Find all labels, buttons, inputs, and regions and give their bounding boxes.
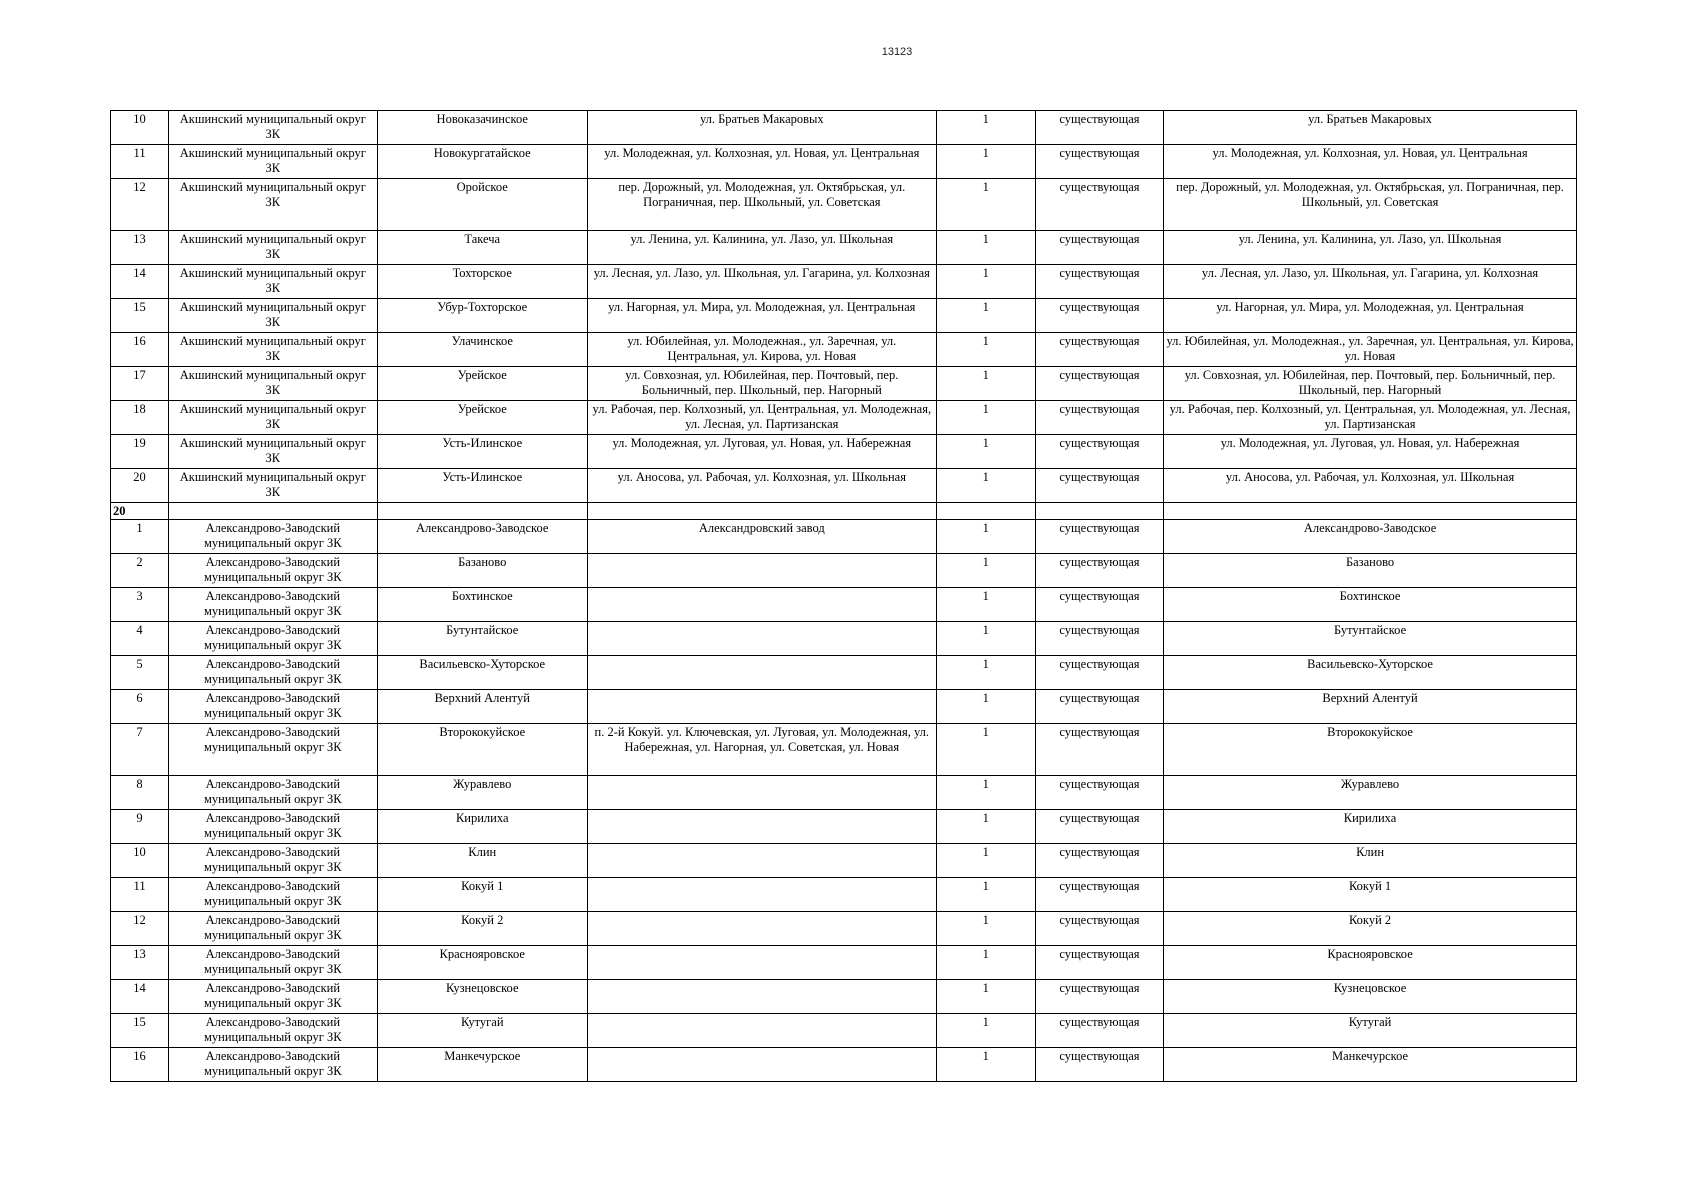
empty-cell <box>169 503 377 520</box>
settlement: Краснояровское <box>377 946 587 980</box>
count: 1 <box>936 980 1035 1014</box>
count: 1 <box>936 145 1035 179</box>
status: существующая <box>1035 520 1163 554</box>
table-row <box>111 980 1577 1014</box>
coverage-area: Краснояровское <box>1164 946 1577 980</box>
table-row <box>111 367 1577 401</box>
count: 1 <box>936 690 1035 724</box>
settlement: Кокуй 1 <box>377 878 587 912</box>
table-row <box>111 401 1577 435</box>
row-number: 3 <box>111 588 169 622</box>
count: 1 <box>936 179 1035 231</box>
count: 1 <box>936 111 1035 145</box>
settlement: Бохтинское <box>377 588 587 622</box>
streets <box>587 810 936 844</box>
settlement: Урейское <box>377 367 587 401</box>
count: 1 <box>936 299 1035 333</box>
coverage-area: ул. Совхозная, ул. Юбилейная, пер. Почтовый, пер. Больничный, пер. Школьный, пер. Нагорный <box>1164 367 1577 401</box>
municipal-district: Александрово-Заводский муниципальный округ ЗК <box>169 656 377 690</box>
table-body-aleksandrovo-zavodsky <box>111 520 1577 1082</box>
row-number: 12 <box>111 179 169 231</box>
status: существующая <box>1035 265 1163 299</box>
row-number: 7 <box>111 724 169 776</box>
municipal-district: Акшинский муниципальный округ ЗК <box>169 401 377 435</box>
row-number: 11 <box>111 878 169 912</box>
streets <box>587 690 936 724</box>
coverage-area: Кутугай <box>1164 1014 1577 1048</box>
status: существующая <box>1035 622 1163 656</box>
table-row <box>111 179 1577 231</box>
count: 1 <box>936 912 1035 946</box>
empty-cell <box>1164 503 1577 520</box>
coverage-area: Кирилиха <box>1164 810 1577 844</box>
settlement: Усть-Илинское <box>377 435 587 469</box>
municipal-district: Акшинский муниципальный округ ЗК <box>169 367 377 401</box>
streets: ул. Молодежная, ул. Колхозная, ул. Новая, ул. Центральная <box>587 145 936 179</box>
status: существующая <box>1035 1048 1163 1082</box>
table-row <box>111 878 1577 912</box>
row-number: 4 <box>111 622 169 656</box>
count: 1 <box>936 622 1035 656</box>
streets: ул. Лесная, ул. Лазо, ул. Школьная, ул. Гагарина, ул. Колхозная <box>587 265 936 299</box>
table-row <box>111 724 1577 776</box>
streets: Александровский завод <box>587 520 936 554</box>
table-row <box>111 265 1577 299</box>
status: существующая <box>1035 231 1163 265</box>
streets <box>587 912 936 946</box>
streets: п. 2-й Кокуй. ул. Ключевская, ул. Луговая, ул. Молодежная, ул. Набережная, ул. Нагорная, ул. Советская, ул. Новая <box>587 724 936 776</box>
row-number: 14 <box>111 980 169 1014</box>
table-row <box>111 1014 1577 1048</box>
count: 1 <box>936 520 1035 554</box>
row-number: 5 <box>111 656 169 690</box>
row-number: 13 <box>111 946 169 980</box>
settlement: Васильевско-Хуторское <box>377 656 587 690</box>
table-row <box>111 1048 1577 1082</box>
municipal-district: Александрово-Заводский муниципальный округ ЗК <box>169 520 377 554</box>
table-row <box>111 469 1577 503</box>
municipal-district: Александрово-Заводский муниципальный округ ЗК <box>169 776 377 810</box>
count: 1 <box>936 724 1035 776</box>
municipal-district: Александрово-Заводский муниципальный округ ЗК <box>169 1048 377 1082</box>
table-row <box>111 690 1577 724</box>
status: существующая <box>1035 946 1163 980</box>
count: 1 <box>936 844 1035 878</box>
count: 1 <box>936 435 1035 469</box>
status: существующая <box>1035 656 1163 690</box>
row-number: 12 <box>111 912 169 946</box>
settlement: Урейское <box>377 401 587 435</box>
streets: ул. Молодежная, ул. Луговая, ул. Новая, ул. Набережная <box>587 435 936 469</box>
status: существующая <box>1035 435 1163 469</box>
settlement: Усть-Илинское <box>377 469 587 503</box>
row-number: 15 <box>111 1014 169 1048</box>
count: 1 <box>936 367 1035 401</box>
table-row <box>111 299 1577 333</box>
row-number: 10 <box>111 111 169 145</box>
streets <box>587 980 936 1014</box>
settlement: Оройское <box>377 179 587 231</box>
table-row <box>111 333 1577 367</box>
municipal-district: Акшинский муниципальный округ ЗК <box>169 299 377 333</box>
table-row <box>111 946 1577 980</box>
streets <box>587 622 936 656</box>
status: существующая <box>1035 878 1163 912</box>
municipal-district: Александрово-Заводский муниципальный округ ЗК <box>169 980 377 1014</box>
coverage-area: Журавлево <box>1164 776 1577 810</box>
row-number: 9 <box>111 810 169 844</box>
status: существующая <box>1035 724 1163 776</box>
row-number: 14 <box>111 265 169 299</box>
coverage-area: ул. Рабочая, пер. Колхозный, ул. Центральная, ул. Молодежная, ул. Лесная, ул. Партизанская <box>1164 401 1577 435</box>
coverage-area: ул. Лесная, ул. Лазо, ул. Школьная, ул. Гагарина, ул. Колхозная <box>1164 265 1577 299</box>
municipal-district: Александрово-Заводский муниципальный округ ЗК <box>169 878 377 912</box>
settlement: Новоказачинское <box>377 111 587 145</box>
coverage-area: Вторококуйское <box>1164 724 1577 776</box>
municipal-district: Александрово-Заводский муниципальный округ ЗК <box>169 588 377 622</box>
municipal-district: Акшинский муниципальный округ ЗК <box>169 333 377 367</box>
municipal-district: Александрово-Заводский муниципальный округ ЗК <box>169 946 377 980</box>
count: 1 <box>936 1014 1035 1048</box>
settlement: Кирилиха <box>377 810 587 844</box>
table-row <box>111 145 1577 179</box>
municipal-district: Александрово-Заводский муниципальный округ ЗК <box>169 622 377 656</box>
municipal-district: Акшинский муниципальный округ ЗК <box>169 265 377 299</box>
status: существующая <box>1035 844 1163 878</box>
row-number: 19 <box>111 435 169 469</box>
status: существующая <box>1035 1014 1163 1048</box>
count: 1 <box>936 231 1035 265</box>
group-total-row <box>111 503 1577 520</box>
table-row <box>111 622 1577 656</box>
streets: ул. Юбилейная, ул. Молодежная., ул. Заречная, ул. Центральная, ул. Кирова, ул. Новая <box>587 333 936 367</box>
status: существующая <box>1035 333 1163 367</box>
coverage-area: Кокуй 1 <box>1164 878 1577 912</box>
count: 1 <box>936 554 1035 588</box>
coverage-area: ул. Молодежная, ул. Колхозная, ул. Новая, ул. Центральная <box>1164 145 1577 179</box>
municipal-district: Акшинский муниципальный округ ЗК <box>169 435 377 469</box>
settlement: Манкечурское <box>377 1048 587 1082</box>
streets: ул. Нагорная, ул. Мира, ул. Молодежная, ул. Центральная <box>587 299 936 333</box>
row-number: 16 <box>111 1048 169 1082</box>
coverage-area: ул. Ленина, ул. Калинина, ул. Лазо, ул. Школьная <box>1164 231 1577 265</box>
streets <box>587 656 936 690</box>
municipal-district: Александрово-Заводский муниципальный округ ЗК <box>169 1014 377 1048</box>
count: 1 <box>936 265 1035 299</box>
table-row <box>111 554 1577 588</box>
status: существующая <box>1035 980 1163 1014</box>
status: существующая <box>1035 588 1163 622</box>
empty-cell <box>1035 503 1163 520</box>
group-total: 20 <box>111 503 169 520</box>
table-row <box>111 912 1577 946</box>
municipal-district: Акшинский муниципальный округ ЗК <box>169 231 377 265</box>
municipal-district: Акшинский муниципальный округ ЗК <box>169 179 377 231</box>
count: 1 <box>936 469 1035 503</box>
settlement: Александрово-Заводское <box>377 520 587 554</box>
coverage-area: Манкечурское <box>1164 1048 1577 1082</box>
streets: ул. Ленина, ул. Калинина, ул. Лазо, ул. Школьная <box>587 231 936 265</box>
streets <box>587 1048 936 1082</box>
coverage-area: ул. Братьев Макаровых <box>1164 111 1577 145</box>
settlement: Клин <box>377 844 587 878</box>
page-number: 13123 <box>881 46 913 58</box>
row-number: 10 <box>111 844 169 878</box>
empty-cell <box>936 503 1035 520</box>
settlement: Вторококуйское <box>377 724 587 776</box>
coverage-area: ул. Аносова, ул. Рабочая, ул. Колхозная, ул. Школьная <box>1164 469 1577 503</box>
table-row <box>111 520 1577 554</box>
streets: ул. Совхозная, ул. Юбилейная, пер. Почтовый, пер. Больничный, пер. Школьный, пер. Нагорный <box>587 367 936 401</box>
coverage-area: ул. Молодежная, ул. Луговая, ул. Новая, ул. Набережная <box>1164 435 1577 469</box>
municipal-district: Александрово-Заводский муниципальный округ ЗК <box>169 912 377 946</box>
row-number: 1 <box>111 520 169 554</box>
municipal-district: Александрово-Заводский муниципальный округ ЗК <box>169 724 377 776</box>
count: 1 <box>936 656 1035 690</box>
group-total-section <box>111 503 1577 520</box>
streets <box>587 588 936 622</box>
municipal-district: Александрово-Заводский муниципальный округ ЗК <box>169 690 377 724</box>
coverage-area: Клин <box>1164 844 1577 878</box>
coverage-area: Бохтинское <box>1164 588 1577 622</box>
settlement: Кузнецовское <box>377 980 587 1014</box>
status: существующая <box>1035 469 1163 503</box>
settlement: Такеча <box>377 231 587 265</box>
status: существующая <box>1035 810 1163 844</box>
status: существующая <box>1035 299 1163 333</box>
registry-table <box>110 110 1577 1082</box>
table-row <box>111 231 1577 265</box>
streets: ул. Рабочая, пер. Колхозный, ул. Центральная, ул. Молодежная, ул. Лесная, ул. Партизанская <box>587 401 936 435</box>
row-number: 20 <box>111 469 169 503</box>
row-number: 6 <box>111 690 169 724</box>
count: 1 <box>936 588 1035 622</box>
settlement: Улачинское <box>377 333 587 367</box>
status: существующая <box>1035 401 1163 435</box>
row-number: 15 <box>111 299 169 333</box>
table-row <box>111 588 1577 622</box>
row-number: 8 <box>111 776 169 810</box>
status: существующая <box>1035 912 1163 946</box>
streets <box>587 878 936 912</box>
municipal-district: Акшинский муниципальный округ ЗК <box>169 145 377 179</box>
streets: ул. Аносова, ул. Рабочая, ул. Колхозная, ул. Школьная <box>587 469 936 503</box>
streets: пер. Дорожный, ул. Молодежная, ул. Октябрьская, ул. Пограничная, пер. Школьный, ул. Советская <box>587 179 936 231</box>
count: 1 <box>936 401 1035 435</box>
streets: ул. Братьев Макаровых <box>587 111 936 145</box>
streets <box>587 844 936 878</box>
coverage-area: Верхний Алентуй <box>1164 690 1577 724</box>
count: 1 <box>936 1048 1035 1082</box>
status: существующая <box>1035 690 1163 724</box>
table-row <box>111 435 1577 469</box>
table-row <box>111 844 1577 878</box>
status: существующая <box>1035 145 1163 179</box>
row-number: 17 <box>111 367 169 401</box>
settlement: Бутунтайское <box>377 622 587 656</box>
municipal-district: Александрово-Заводский муниципальный округ ЗК <box>169 810 377 844</box>
row-number: 11 <box>111 145 169 179</box>
empty-cell <box>377 503 587 520</box>
table-body-akshinsky <box>111 111 1577 503</box>
streets <box>587 946 936 980</box>
settlement: Кутугай <box>377 1014 587 1048</box>
row-number: 13 <box>111 231 169 265</box>
count: 1 <box>936 776 1035 810</box>
settlement: Верхний Алентуй <box>377 690 587 724</box>
row-number: 16 <box>111 333 169 367</box>
coverage-area: Базаново <box>1164 554 1577 588</box>
row-number: 2 <box>111 554 169 588</box>
coverage-area: ул. Юбилейная, ул. Молодежная., ул. Заречная, ул. Центральная, ул. Кирова, ул. Новая <box>1164 333 1577 367</box>
row-number: 18 <box>111 401 169 435</box>
count: 1 <box>936 810 1035 844</box>
status: существующая <box>1035 776 1163 810</box>
status: существующая <box>1035 554 1163 588</box>
streets <box>587 554 936 588</box>
count: 1 <box>936 878 1035 912</box>
settlement: Кокуй 2 <box>377 912 587 946</box>
table-row <box>111 776 1577 810</box>
municipal-district: Александрово-Заводский муниципальный округ ЗК <box>169 554 377 588</box>
municipal-district: Александрово-Заводский муниципальный округ ЗК <box>169 844 377 878</box>
table-row <box>111 111 1577 145</box>
count: 1 <box>936 946 1035 980</box>
municipal-district: Акшинский муниципальный округ ЗК <box>169 111 377 145</box>
settlement: Убур-Тохторское <box>377 299 587 333</box>
coverage-area: Бутунтайское <box>1164 622 1577 656</box>
coverage-area: ул. Нагорная, ул. Мира, ул. Молодежная, ул. Центральная <box>1164 299 1577 333</box>
coverage-area: Александрово-Заводское <box>1164 520 1577 554</box>
municipal-district: Акшинский муниципальный округ ЗК <box>169 469 377 503</box>
status: существующая <box>1035 111 1163 145</box>
coverage-area: пер. Дорожный, ул. Молодежная, ул. Октябрьская, ул. Пограничная, пер. Школьный, ул. Советская <box>1164 179 1577 231</box>
streets <box>587 1014 936 1048</box>
table-row <box>111 656 1577 690</box>
settlement: Новокургатайское <box>377 145 587 179</box>
table-row <box>111 810 1577 844</box>
empty-cell <box>587 503 936 520</box>
coverage-area: Кокуй 2 <box>1164 912 1577 946</box>
status: существующая <box>1035 179 1163 231</box>
streets <box>587 776 936 810</box>
coverage-area: Кузнецовское <box>1164 980 1577 1014</box>
settlement: Тохторское <box>377 265 587 299</box>
settlement: Журавлево <box>377 776 587 810</box>
status: существующая <box>1035 367 1163 401</box>
coverage-area: Васильевско-Хуторское <box>1164 656 1577 690</box>
count: 1 <box>936 333 1035 367</box>
settlement: Базаново <box>377 554 587 588</box>
